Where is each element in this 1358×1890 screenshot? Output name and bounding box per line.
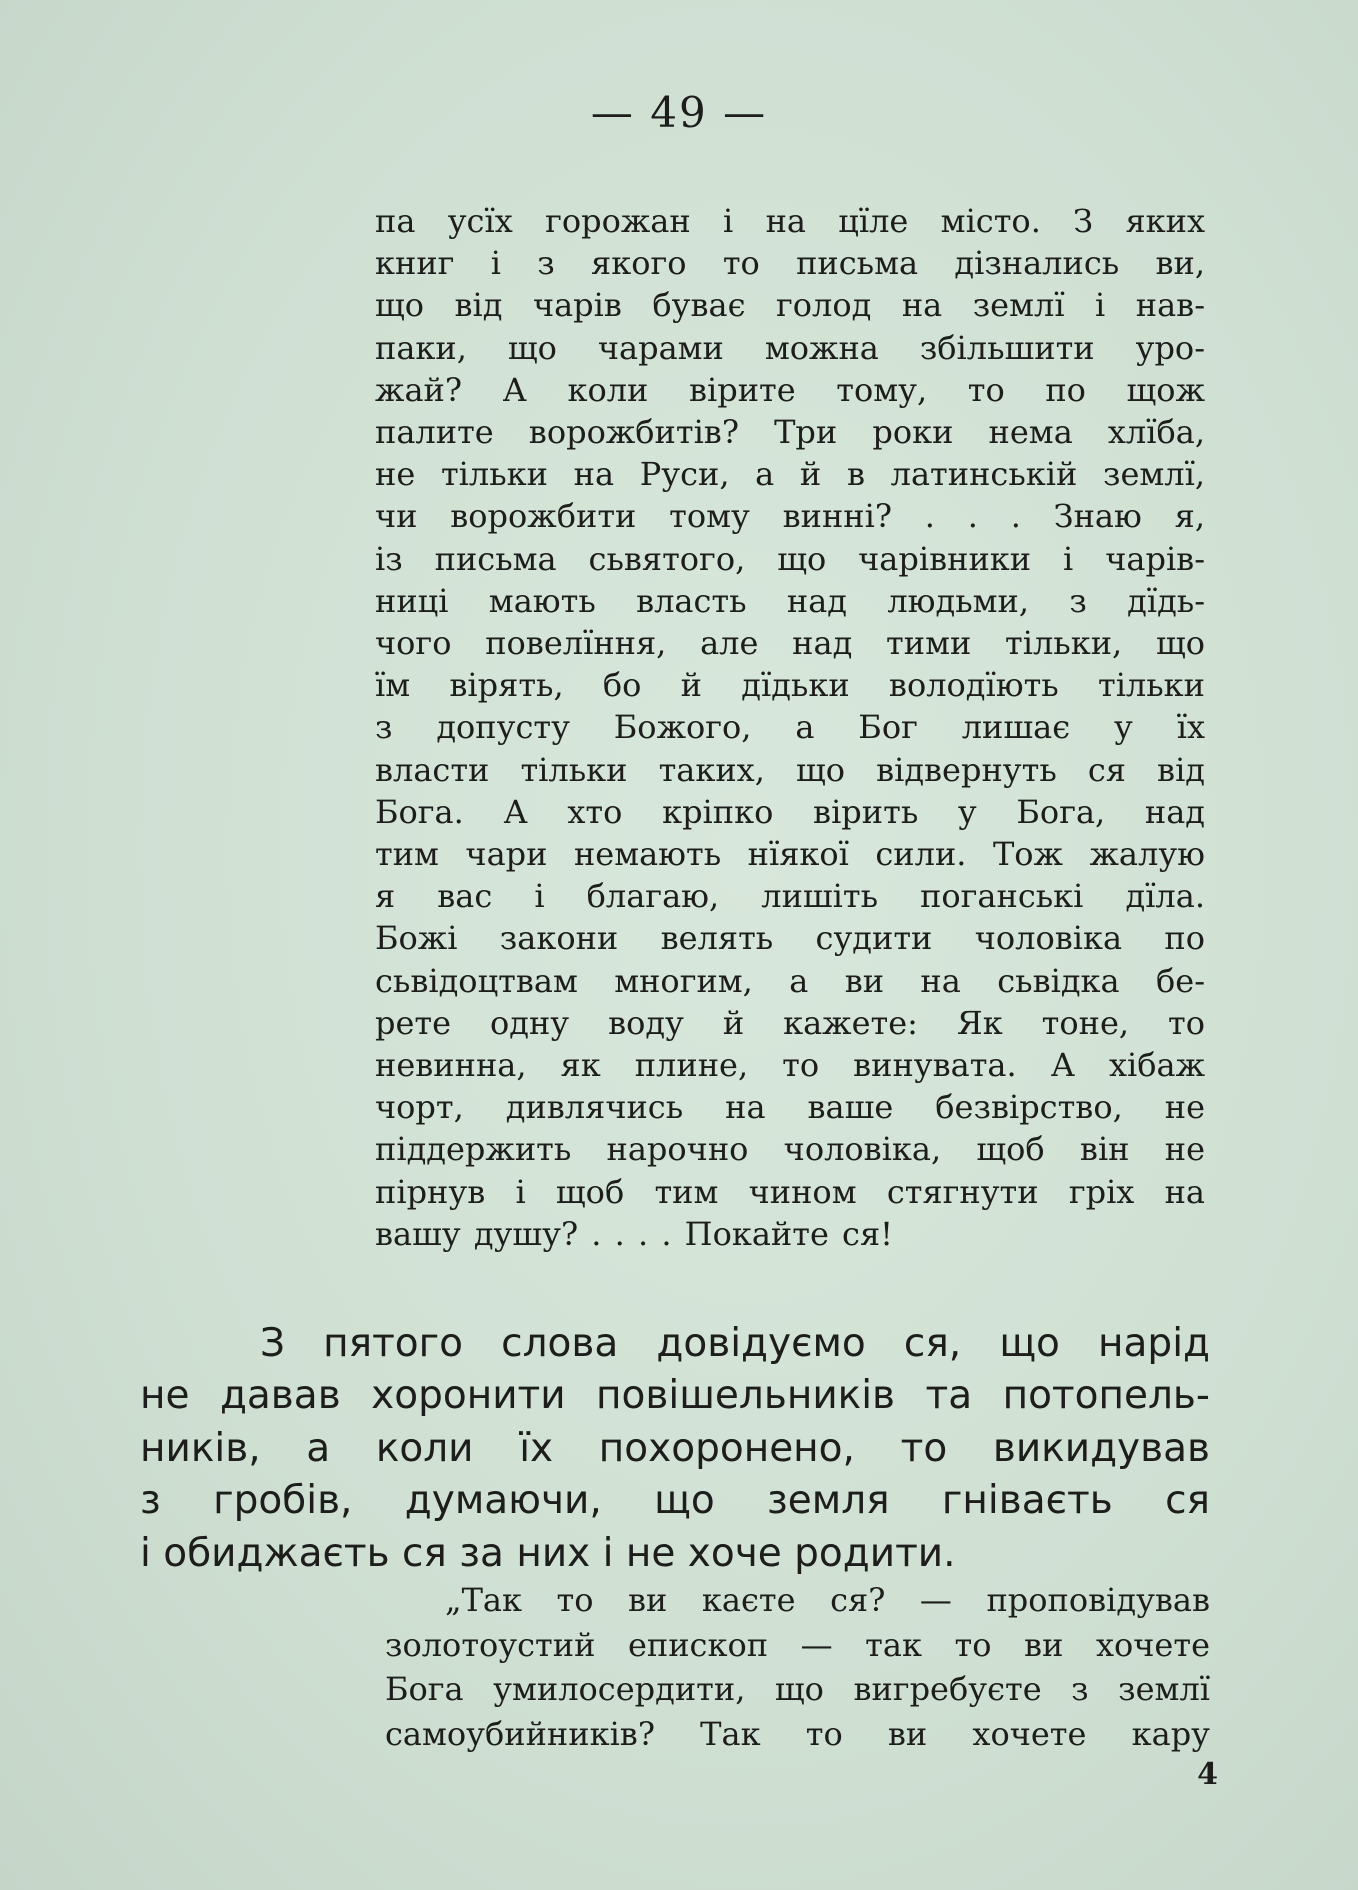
text-line: З пятого слова довідуємо ся, що нарід xyxy=(260,1321,1210,1366)
text-line: я вас і благаю, лишіть поганські дїла. xyxy=(375,877,1205,916)
text-line: золотоустий епископ — так то ви хочете xyxy=(385,1625,1210,1664)
text-line: ників, а коли їх похоронено, то викидував xyxy=(140,1425,1210,1471)
text-line: рете одну воду й кажете: Як тоне, то xyxy=(375,1003,1205,1042)
text-line: власти тільки таких, що відвернуть ся від xyxy=(375,750,1205,789)
text-line: піддержить нарочно чоловіка, щоб він не xyxy=(375,1130,1205,1169)
text-line: з допусту Божого, а Бог лишає у їх xyxy=(375,708,1205,747)
text-line: чорт, дивлячись на ваше безвірство, не xyxy=(375,1088,1205,1127)
text-line: чи ворожбити тому винні? . . . Знаю я, xyxy=(375,497,1205,536)
sermon-quote-2 xyxy=(385,1578,1210,1756)
text-line: не давав хоронити повішельників та потопель- xyxy=(140,1373,1210,1419)
text-line: тим чари немають нїякої сили. Тож жалую xyxy=(375,835,1205,874)
text-line: пірнув і щоб тим чином стягнути гріх на xyxy=(375,1172,1205,1211)
main-paragraph xyxy=(140,1318,1210,1580)
text-line: Бога. А хто кріпко вірить у Бога, над xyxy=(375,792,1205,831)
page-number-header: — 49 — xyxy=(590,88,768,137)
text-line: сьвідоцтвам многим, а ви на сьвідка бе- xyxy=(375,961,1205,1000)
text-line: з гробів, думаючи, що земля гніваєть ся xyxy=(140,1478,1210,1524)
text-line: паки, що чарами можна збільшити уро- xyxy=(375,328,1205,367)
text-line: „Так то ви каєте ся? — проповідував xyxy=(445,1581,1210,1619)
sermon-quote-1 xyxy=(375,200,1205,1255)
text-line: невинна, як плине, то винувата. А хібаж xyxy=(375,1046,1205,1085)
text-line: із письма сьвятого, що чарівники і чарів- xyxy=(375,539,1205,578)
text-line: самоубийників? Так то ви хочете кару xyxy=(385,1714,1210,1753)
text-line: Бога умилосердити, що вигребуєте з землї xyxy=(385,1670,1210,1708)
text-line: ниці мають власть над людьми, з дїдь- xyxy=(375,581,1205,620)
text-line: Божі закони велять судити чоловіка по xyxy=(375,919,1205,958)
text-line: па усїх горожан і на цїле місто. З яких xyxy=(375,202,1205,240)
text-line: жай? А коли вірите тому, то по щож xyxy=(375,370,1205,409)
text-line: і обиджаєть ся за них і не хоче родити. xyxy=(140,1530,956,1576)
text-line: чого повелїння, але над тими тільки, що xyxy=(375,624,1205,663)
text-line: палите ворожбитів? Три роки нема хлїба, xyxy=(375,413,1205,452)
text-line: не тільки на Руси, а й в латинській землї, xyxy=(375,455,1205,494)
text-line: вашу душу? . . . . Покайте ся! xyxy=(375,1214,894,1253)
text-line: їм вірять, бо й дїдьки володїють тільки xyxy=(375,666,1205,705)
signature-mark: 4 xyxy=(1197,1757,1218,1792)
text-line: книг і з якого то письма дізнались ви, xyxy=(375,244,1205,283)
text-line: що від чарів буває голод на землї і нав- xyxy=(375,286,1205,325)
